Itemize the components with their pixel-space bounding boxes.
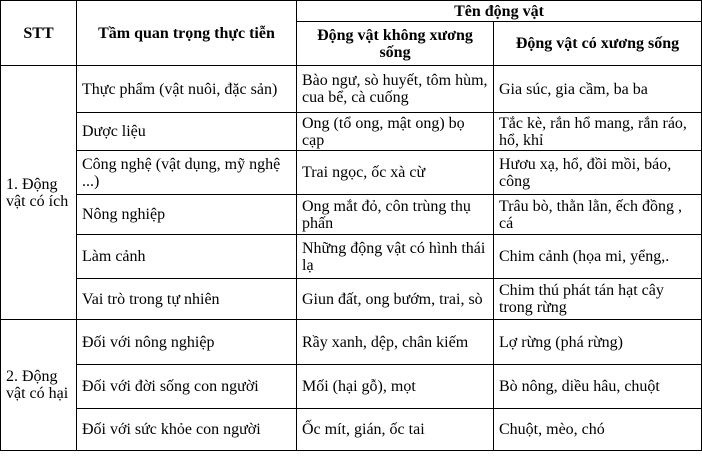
table-row (1, 235, 702, 279)
header-stt: STT (1, 1, 77, 66)
vertebrate-cell: Lợ rừng (phá rừng) (494, 320, 702, 365)
group-label-harmful: 2. Động vật có hại (1, 320, 77, 451)
table-row (1, 279, 702, 320)
table-row (1, 151, 702, 195)
vertebrate-cell: Chuột, mèo, chó (494, 409, 702, 451)
vertebrate-cell: Hươu xạ, hổ, đồi mồi, báo, công (494, 151, 702, 195)
vertebrate-cell: Chim cảnh (họa mi, yểng,. (494, 235, 702, 279)
role-cell: Vai trò trong tự nhiên (77, 279, 297, 320)
table-row (1, 365, 702, 409)
invertebrate-cell: Ốc mít, gián, ốc tai (297, 409, 494, 451)
invertebrate-cell: Những động vật có hình thái lạ (297, 235, 494, 279)
invertebrate-cell: Ong (tổ ong, mật ong) bọ cạp (297, 113, 494, 151)
role-cell: Làm cảnh (77, 235, 297, 279)
header-importance: Tầm quan trọng thực tiễn (77, 1, 297, 66)
header-vertebrate: Động vật có xương sống (494, 22, 702, 66)
group-label-useful: 1. Động vật có ích (1, 66, 77, 320)
role-cell: Đối với nông nghiệp (77, 320, 297, 365)
invertebrate-cell: Ong mắt đỏ, côn trùng thụ phấn (297, 195, 494, 235)
role-cell: Dược liệu (77, 113, 297, 151)
invertebrate-cell: Rầy xanh, dệp, chân kiếm (297, 320, 494, 365)
header-row-top (1, 1, 702, 22)
role-cell: Đối với đời sống con người (77, 365, 297, 409)
header-invertebrate: Động vật không xương sống (297, 22, 494, 66)
vertebrate-cell: Trâu bò, thằn lằn, ếch đồng , cá (494, 195, 702, 235)
invertebrate-cell: Giun đất, ong bướm, trai, sò (297, 279, 494, 320)
role-cell: Thực phẩm (vật nuôi, đặc sản) (77, 66, 297, 113)
table-row (1, 409, 702, 451)
table-row (1, 113, 702, 151)
table-row (1, 320, 702, 365)
header-animal-name: Tên động vật (297, 1, 702, 22)
role-cell: Nông nghiệp (77, 195, 297, 235)
vertebrate-cell: Chim thú phát tán hạt cây trong rừng (494, 279, 702, 320)
role-cell: Đối với sức khỏe con người (77, 409, 297, 451)
invertebrate-cell: Trai ngọc, ốc xà cừ (297, 151, 494, 195)
vertebrate-cell: Bò nông, diều hâu, chuột (494, 365, 702, 409)
invertebrate-cell: Mối (hại gỗ), mọt (297, 365, 494, 409)
table-row (1, 195, 702, 235)
invertebrate-cell: Bào ngư, sò huyết, tôm hùm, cua bể, cà cuống (297, 66, 494, 113)
vertebrate-cell: Gia súc, gia cầm, ba ba (494, 66, 702, 113)
role-cell: Công nghệ (vật dụng, mỹ nghệ ...) (77, 151, 297, 195)
vertebrate-cell: Tắc kè, rắn hổ mang, rắn ráo, hổ, khỉ (494, 113, 702, 151)
table-row (1, 66, 702, 113)
